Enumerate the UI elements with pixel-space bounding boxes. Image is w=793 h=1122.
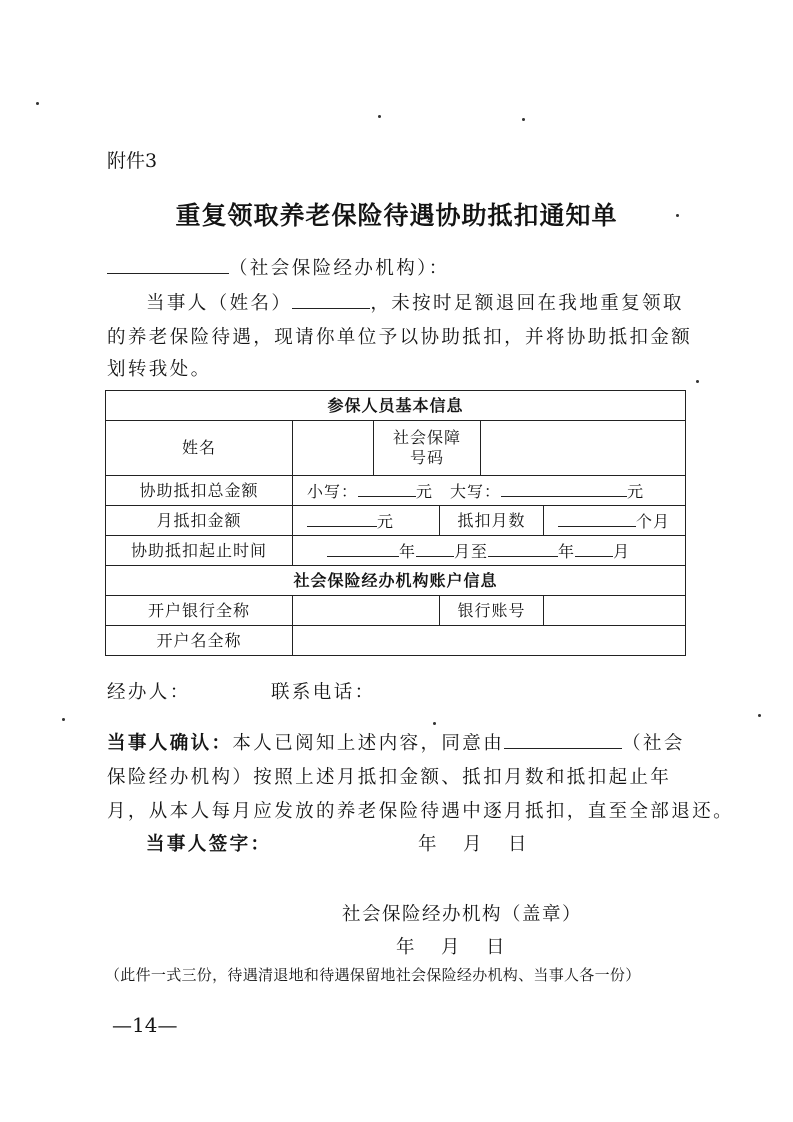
confirm-line2: 保险经办机构）按照上述月抵扣金额、抵扣月数和抵扣起止年 — [107, 767, 672, 788]
end-year-blank[interactable] — [488, 539, 558, 557]
monthly-amount-cell[interactable]: 元 — [293, 506, 440, 536]
scan-speck — [522, 118, 525, 121]
annex-label: 附件3 — [107, 150, 158, 172]
period-cell[interactable]: 年 月至 年 月 — [293, 536, 686, 566]
lowercase-amount-blank[interactable] — [358, 479, 416, 497]
confirm-line3: 月，从本人每月应发放的养老保险待遇中逐月抵扣，直至全部退还。 — [107, 801, 735, 822]
bank-name-cell[interactable] — [293, 596, 440, 626]
bank-account-cell[interactable] — [544, 596, 686, 626]
confirm-line1: 当事人确认：本人已阅知上述内容，同意由 （社会 — [107, 729, 685, 755]
para1-text-b: ，未按时足额退回在我地重复领取 — [370, 293, 684, 314]
period-label: 协助抵扣起止时间 — [106, 536, 293, 566]
party-name-blank[interactable] — [292, 290, 370, 309]
phone-label: 联系电话： — [271, 682, 376, 703]
monthly-amount-label: 月抵扣金额 — [106, 506, 293, 536]
confirm-label: 当事人确认： — [107, 733, 233, 754]
agency-blank[interactable] — [107, 255, 229, 274]
signature-label: 当事人签字： — [146, 834, 272, 855]
addressee-suffix: （社会保险经办机构）： — [229, 258, 450, 279]
signature-date: 年 月 日 — [418, 834, 531, 855]
para1-line1 — [146, 289, 684, 315]
start-year-blank[interactable] — [327, 539, 399, 557]
total-amount-cell[interactable]: 小写： 元 大写： 元 — [293, 476, 686, 506]
section-basic-info-header: 参保人员基本信息 — [106, 391, 686, 421]
total-amount-label: 协助抵扣总金额 — [106, 476, 293, 506]
page-number: —14— — [112, 1013, 178, 1037]
end-month-blank[interactable] — [575, 539, 613, 557]
para1-line3: 划转我处。 — [107, 359, 212, 380]
name-value-cell[interactable] — [293, 421, 374, 476]
ssn-value-cell[interactable] — [481, 421, 686, 476]
scan-speck — [36, 102, 39, 105]
deduction-form-table — [105, 390, 686, 656]
para1-line2: 的养老保险待遇，现请你单位予以协助抵扣，并将协助抵扣金额 — [107, 327, 693, 348]
para1-text-a: 当事人（姓名） — [146, 293, 293, 314]
scan-speck — [696, 380, 699, 383]
bank-account-label: 银行账号 — [440, 596, 544, 626]
monthly-amount-blank[interactable] — [307, 509, 377, 527]
scan-speck — [433, 722, 436, 725]
section-account-info-header: 社会保险经办机构账户信息 — [106, 566, 686, 596]
bank-name-label: 开户银行全称 — [106, 596, 293, 626]
confirm-agency-blank[interactable] — [504, 730, 622, 749]
agency-date: 年 月 日 — [396, 937, 509, 958]
name-label: 姓名 — [106, 421, 293, 476]
months-cell[interactable]: 个月 — [544, 506, 686, 536]
account-name-cell[interactable] — [293, 626, 686, 656]
account-name-label: 开户名全称 — [106, 626, 293, 656]
agency-stamp-label: 社会保险经办机构（盖章） — [342, 904, 583, 925]
document-title: 重复领取养老保险待遇协助抵扣通知单 — [175, 201, 618, 230]
scan-speck — [758, 714, 761, 717]
start-month-blank[interactable] — [416, 539, 454, 557]
footnote: （此件一式三份，待遇清退地和待遇保留地社会保险经办机构、当事人各一份） — [105, 966, 641, 984]
months-blank[interactable] — [558, 509, 636, 527]
ssn-label: 社会保障 号码 — [374, 421, 481, 476]
addressee-line — [107, 254, 450, 280]
scan-speck — [378, 115, 381, 118]
handler-label: 经办人： — [107, 682, 191, 703]
months-label: 抵扣月数 — [440, 506, 544, 536]
uppercase-amount-blank[interactable] — [501, 479, 627, 497]
scan-speck — [62, 718, 65, 721]
